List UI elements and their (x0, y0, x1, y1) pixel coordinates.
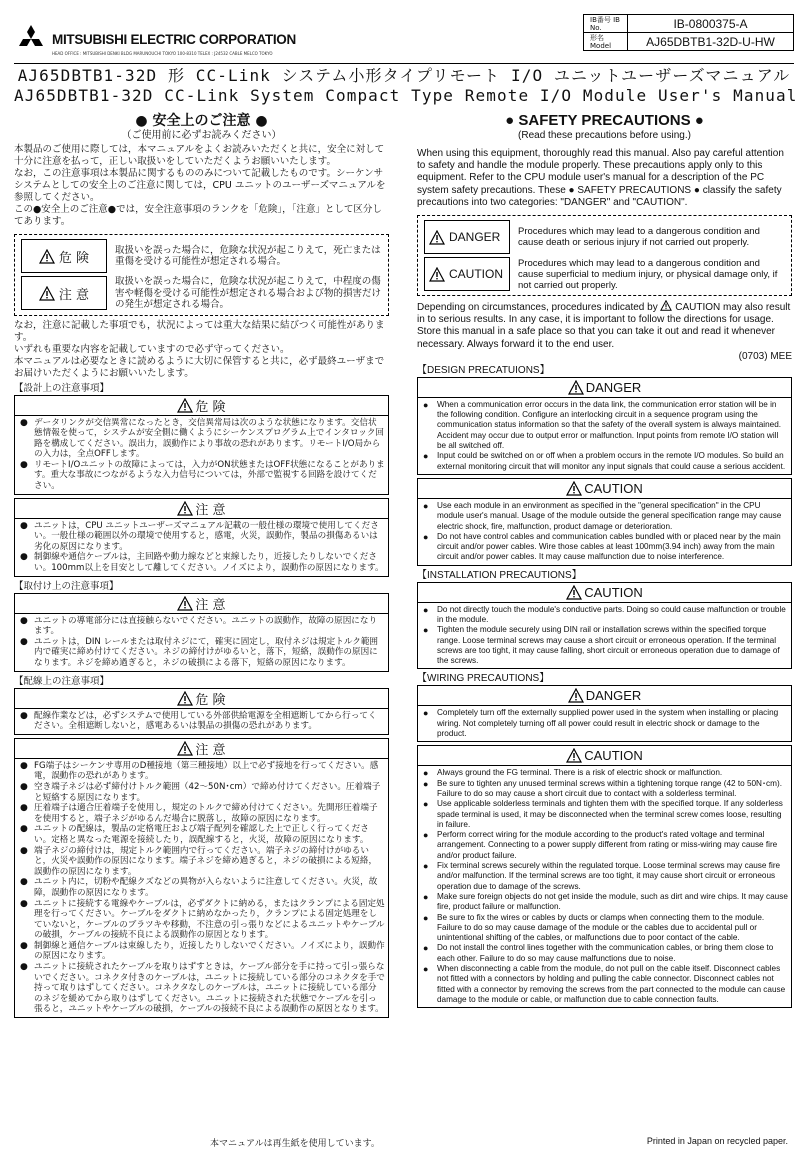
section-category: 【INSTALLATION PRECAUTIONS】 (417, 569, 582, 581)
precaution-list (418, 706, 791, 741)
precaution-block (14, 688, 389, 735)
precaution-item: ● ユニットの導電部分には直接触らないでください。ユニットの誤動作，故障の原因になります。 (18, 616, 385, 637)
jp-intro-paragraph: この●安全上のご注意●では，安全注意事項のランクを「危険」，「注意」として区分してあります。 (14, 204, 382, 227)
warning-icon (177, 741, 193, 756)
precaution-block (14, 498, 389, 577)
precaution-item: ● ユニットは，DIN レールまたは取付ネジにて，確実に固定し，取付ネジは規定トルク範囲内で確実に締め付けてください。ネジの締付けがゆるいと，落下，短絡，誤動作の原因になります。ネジを締め過ぎると，ネジの破損による落下，短絡の原因になります。 (18, 637, 385, 669)
precaution-item: ● Perform correct wiring for the module according to the product's rated voltage and terminal arrangement. Connecting to a power supply different from rating or miss-wiring may cause fire and/or product failure. (421, 830, 788, 861)
precaution-block-header (418, 583, 791, 603)
warning-icon (429, 267, 445, 282)
precaution-block-header (15, 594, 388, 614)
warning-icon (39, 249, 55, 264)
precaution-item: ● ユニット内に，切粉や配線クズなどの異物が入らないように注意してください。火災，故障，誤動作の原因になります。 (18, 877, 385, 898)
warning-icon (177, 501, 193, 516)
precaution-list (15, 709, 388, 734)
precaution-block-header (418, 378, 791, 398)
precaution-block-header (15, 739, 388, 759)
precaution-level-label: DANGER (585, 379, 642, 395)
ib-label: IB番号 IB No. (584, 15, 628, 33)
precaution-item: ● Be sure to fix the wires or cables by ducts or clamps when connecting them to the module. Failure to do so may cause damage of the module or the cables due to accidental pull or unintentional shifting of the cables, or malfunctions due to poor contact of the cable. (421, 913, 788, 944)
precaution-block-header (418, 746, 791, 766)
document-code: (0703) MEE (738, 350, 792, 362)
document-id-table (583, 14, 794, 51)
precaution-item: ● リモートI/Oユニットの故障によっては，入力がON状態またはOFF状態になることがあります。重大な事故につながるような入力信号については，外部で監視する回路を設けてください。 (18, 460, 385, 492)
precaution-item: ● Completely turn off the externally supplied power used in the system when installing or placing wiring. Not completely turning off all power could result in electric shock or damage to the product. (421, 708, 788, 739)
warning-icon (660, 300, 672, 311)
jp-after-paragraph: なお，注意に記載した事項でも，状況によっては重大な結果に結びつく可能性があります。 (14, 319, 385, 343)
en-safety-subheading: (Read these precautions before using.) (518, 130, 691, 141)
precaution-item: ● Do not directly touch the module's conductive parts. Doing so could cause malfunction or trouble in the module. (421, 605, 788, 626)
title-en: AJ65DBTB1-32D CC-Link System Compact Type Remote I/O Module User's Manual (14, 86, 798, 105)
precaution-level-label: CAUTION (584, 748, 643, 764)
section-category: 【配線上の注意事項】 (14, 675, 110, 687)
precaution-list (15, 614, 388, 671)
warning-icon (177, 596, 193, 611)
warning-icon (177, 691, 193, 706)
precaution-level-label: DANGER (585, 688, 642, 704)
title-jp: AJ65DBTB1-32D 形 CC-Link システム小形タイプリモート I/O ユニットユーザーズマニュアル (17, 66, 791, 85)
precaution-item: ● ユニットに接続する電線やケーブルは，必ずダクトに納める，またはクランプによる固定処理を行ってください。ケーブルをダクトに納めなかったり，クランプによる固定処理をしていないと，ケーブルのブラツキや移動，不注意の引っ張りなどによるユニットやケーブルの破損，ケーブルの接続不良による誤動作の原因となります。 (18, 899, 385, 941)
precaution-list (418, 603, 791, 669)
en-danger-label: DANGER (449, 230, 501, 245)
logo (14, 24, 296, 54)
precaution-block (417, 478, 792, 566)
precaution-block-header (418, 686, 791, 706)
precaution-item: ● When disconnecting a cable from the module, do not pull on the cable itself. Disconnect cables not fitted with a connectors by holding and pulling the cable connector. Disconnect cables not fitted with a connector by removing the screws from the part connected to the module can cause damage to the module or cable, or malfunction due to cable connection faults. (421, 964, 788, 1005)
jp-rank-legend (14, 234, 389, 316)
section-category: 【設計上の注意事項】 (14, 382, 110, 394)
en-caution-box (424, 257, 510, 291)
en-intro: When using this equipment, thoroughly read this manual. Also pay careful attention to safety and handle the module properly. These precautions apply only to this equipment. Refer to the CPU module user's manual for a description of the PC system safety precautions. These ● SAFETY PRECAUTIONS ● classify the safety precautions into two categories: "DANGER" and "CAUTION". (417, 148, 784, 208)
jp-after-notes (14, 320, 389, 380)
jp-intro-paragraph: 本製品のご使用に際しては，本マニュアルをよくお読みいただくと共に，安全に対して十分に注意を払って，正しい取扱いをしていただくようお願いいたします。 (14, 144, 385, 167)
company-address: HEAD OFFICE : MITSUBISHI DENKI BLDG MARUNOUCHI TOKYO 100-8310 TELEX : J24532 CABLE MELCO TOKYO (52, 51, 273, 56)
en-after-caution-word: CAUTION (675, 302, 721, 314)
precaution-block (417, 745, 792, 1008)
jp-precaution-sections (14, 382, 389, 1019)
en-after-text: Depending on circumstances, procedures indicated by (417, 302, 658, 314)
section-category: 【取付け上の注意事項】 (14, 580, 119, 592)
precaution-list (15, 416, 388, 494)
precaution-item: ● ユニットに接続されたケーブルを取りはずすときは，ケーブル部分を手に持って引っ張らないでください。コネクタ付きのケーブルは，ユニットに接続している部分のコネクタを手で持って取りはずしてください。コネクタなしのケーブルは，ユニットに接続している部分のネジを緩めてから取りはずしてください。ユニットに接続された状態でケーブルを引っ張ると，ユニットやケーブルの破損，ケーブルの接続不良による誤動作の原因となります。 (18, 962, 385, 1015)
precaution-list (15, 759, 388, 1017)
warning-icon (566, 748, 582, 763)
precaution-item: ● 制御線と通信ケーブルは束線したり，近接したりしないでください。ノイズにより，誤動作の原因になります。 (18, 941, 385, 962)
precaution-item: ● 端子ネジの締付けは，規定トルク範囲内で行ってください。端子ネジの締付けがゆるいと，火災や誤動作の原因になります。端子ネジを締め過ぎると，ネジの破損による短絡，誤動作の原因になります。 (18, 846, 385, 878)
precaution-item: ● ユニットは，CPU ユニットユーザーズマニュアル記載の一般仕様の環境で使用してください。一般仕様の範囲以外の環境で使用すると，感電，火災，誤動作，製品の損傷あるいは劣化の原因になります。 (18, 521, 385, 553)
warning-icon (568, 688, 584, 703)
section-category: 【DESIGN PRECATUIONS】 (417, 364, 550, 376)
precaution-block (417, 685, 792, 742)
warning-icon (568, 380, 584, 395)
en-danger-box (424, 220, 510, 254)
precaution-item: ● Be sure to tighten any unused terminal screws within a tightening torque range (42 to 50N･cm). Failure to do so may cause a short circuit due to contact with a solderless terminal. (421, 779, 788, 800)
precaution-list (418, 398, 791, 474)
en-precaution-sections (417, 364, 792, 1008)
mitsubishi-logo-icon (14, 24, 48, 54)
precaution-item: ● 配線作業などは，必ずシステムで使用している外部供給電源を全相遮断してから行ってください。全相遮断しないと，感電あるいは製品の損傷の恐れがあります。 (18, 711, 385, 732)
precaution-list (418, 766, 791, 1007)
en-caution-label: CAUTION (449, 267, 503, 282)
brand-name: MITSUBISHI ELECTRIC CORPORATION (52, 31, 296, 47)
precaution-block (14, 395, 389, 495)
precaution-block-header (15, 499, 388, 519)
precaution-item: ● Fix terminal screws securely within the regulated torque. Loose terminal screws may cause fire and/or malfunction. If the terminal screws are too tight, it may cause short circuit or erroneous operation due to damage of the screws. (421, 861, 788, 892)
precaution-block (14, 738, 389, 1018)
jp-safety-subheading: （ご使用前に必ずお読みください） (121, 130, 282, 141)
precaution-item: ● 制御線や通信ケーブルは，主回路や動力線などと束線したり，近接したりしないでください。100mm以上を目安として離してください。ノイズにより，誤動作の原因になります。 (18, 552, 385, 573)
manual-titles (14, 63, 798, 106)
warning-icon (566, 481, 582, 496)
precaution-item: ● Tighten the module securely using DIN rail or installation screws within the specified torque range. Loose terminal screws may cause a short circuit or erroneous operation. If the terminal screws are too tight, it may cause falling, short circuit or erroneous operation due to damage of the screws. (421, 625, 788, 666)
jp-caution-text: 取扱いを誤った場合に，危険な状況が起こりえて，中程度の傷害や軽傷を受ける可能性が想定される場合および物的損害だけの発生が想定される場合。 (115, 276, 382, 310)
precaution-item: ● ユニットの配線は，製品の定格電圧および端子配列を確認した上で正しく行ってください。定格と異なった電源を接続したり，誤配線すると，火災，故障の原因になります。 (18, 824, 385, 845)
page-header (14, 14, 794, 64)
precaution-block-header (15, 689, 388, 709)
jp-danger-label: 危 険 (58, 250, 90, 266)
jp-caution-label: 注 意 (58, 287, 90, 303)
precaution-block (417, 582, 792, 670)
precaution-item: ● FG端子はシーケンサ専用のD種接地（第三種接地）以上で必ず接地を行ってください。感電，誤動作の恐れがあります。 (18, 761, 385, 782)
precaution-item: ● Use each module in an environment as specified in the "general specification" in the CPU module user's manual. Usage of the module outside the general specification range may cause electric shock, fire, malfunction, product damage or deterioration. (421, 501, 788, 532)
precaution-item: ● 空き端子ネジは必ず締付けトルク範囲（42〜50N･cm）で締め付けてください。圧着端子と短絡する原因になります。 (18, 782, 385, 803)
warning-icon (566, 585, 582, 600)
en-safety-heading: ● SAFETY PRECAUTIONS ● (505, 112, 704, 129)
english-column (417, 113, 792, 1011)
jp-after-paragraph: 本マニュアルは必要なときに読めるように大切に保管すると共に，必ず最終ユーザまでお届けいただくようにお願いいたします。 (14, 355, 385, 379)
precaution-item: ● 圧着端子は適合圧着端子を使用し，規定のトルクで締め付けてください。先開形圧着端子を使用すると，端子ネジがゆるんだ場合に脱落し，故障の原因になります。 (18, 803, 385, 824)
precaution-item: ● Do not have control cables and communication cables bundled with or placed near by the main circuit and/or power cables. Wire those cables at least 100mm(3.94 inch) away from the main circuit and/or power cables. It may cause malfunction due to noise interference. (421, 532, 788, 563)
ib-number: IB-0800375-A (628, 15, 794, 33)
precaution-list (15, 519, 388, 576)
jp-danger-box (21, 239, 107, 273)
precaution-level-label: 注 意 (195, 502, 226, 518)
jp-caution-box (21, 276, 107, 310)
jp-intro (14, 144, 389, 228)
precaution-level-label: 危 険 (195, 692, 226, 708)
precaution-level-label: CAUTION (584, 584, 643, 600)
en-rank-legend (417, 215, 792, 296)
precaution-level-label: 注 意 (195, 597, 226, 613)
en-after-text: may also result in to serious results. In any case, it is important to follow the directions for usage. Store this manual in a safe place so that you can take it out and read it whenever necessary. Always forward it to the end user. (417, 302, 791, 350)
precaution-item: ● Use applicable solderless terminals and tighten them with the specified torque. If any solderless spade terminal is used, it may be disconnected when the terminal screw comes loose, resulting in failure. (421, 799, 788, 830)
jp-danger-text: 取扱いを誤った場合に，危険な状況が起こりえて，死亡または重傷を受ける可能性が想定される場合。 (115, 244, 381, 267)
precaution-item: ● Do not install the control lines together with the communication cables, or bring them close to each other. Failure to do so may cause malfunctions due to noise. (421, 943, 788, 964)
warning-icon (429, 230, 445, 245)
precaution-list (418, 499, 791, 565)
japanese-column (14, 113, 389, 1021)
en-danger-text: Procedures which may lead to a dangerous condition and cause death or serious injury if not carried out properly. (518, 226, 760, 249)
jp-safety-heading: ● 安全上のご注意 ● (135, 113, 268, 129)
en-caution-text: Procedures which may lead to a dangerous condition and cause superficial to medium injury, or physical damage only, if not carried out properly. (518, 257, 778, 291)
footer-jp: 本マニュアルは再生紙を使用しています。 (210, 1138, 380, 1148)
precaution-item: ● Always ground the FG terminal. There is a risk of electric shock or malfunction. (421, 768, 788, 778)
precaution-level-label: 危 険 (195, 399, 226, 415)
precaution-block (417, 377, 792, 475)
footer-en: Printed in Japan on recycled paper. (646, 1136, 788, 1146)
precaution-block (14, 593, 389, 672)
precaution-item: ● データリンクが交信異常になったとき，交信異常局は次のような状態になります。交信状態情報を使って，システムが安全側に働くようにシーケンスプログラム上でインタロック回路を構成してください。誤出力，誤動作により事故の恐れがあります。リモートI/O局からの入力は，全点OFFします。 (18, 418, 385, 460)
precaution-item: ● When a communication error occurs in the data link, the communication error station will be in the following condition. Configure an interlocking circuit in a sequence program using the communication status information so that the safety of the overall system is always maintained. Accident may occur due to output error or malfunction. Input points from remote I/O station will be all switched off. (421, 400, 788, 451)
precaution-level-label: 注 意 (195, 742, 226, 758)
warning-icon (39, 286, 55, 301)
section-category: 【WIRING PRECAUTIONS】 (417, 673, 550, 685)
warning-icon (177, 398, 193, 413)
precaution-block-header (418, 479, 791, 499)
precaution-block-header (15, 396, 388, 416)
model-label: 形名 Model (584, 33, 628, 51)
precaution-item: ● Make sure foreign objects do not get inside the module, such as dirt and wire chips. It may cause fire, product failure or malfunction. (421, 892, 788, 913)
jp-after-paragraph: いずれも重要な内容を記載していますので必ず守ってください。 (14, 343, 290, 355)
en-after-notes (417, 300, 792, 351)
jp-intro-paragraph: なお，この注意事項は本製品に関するもののみについて記載したものです。シーケンサシステムとしての安全上のご注意に関しては，CPU ユニットのユーザーズマニュアルを参照してください。 (14, 168, 386, 203)
model-number: AJ65DBTB1-32D-U-HW (628, 33, 794, 51)
precaution-item: ● Input could be switched on or off when a problem occurs in the remote I/O modules. So build an external monitoring circuit that will monitor any input signals that could cause a serious accident. (421, 451, 788, 472)
precaution-level-label: CAUTION (584, 480, 643, 496)
